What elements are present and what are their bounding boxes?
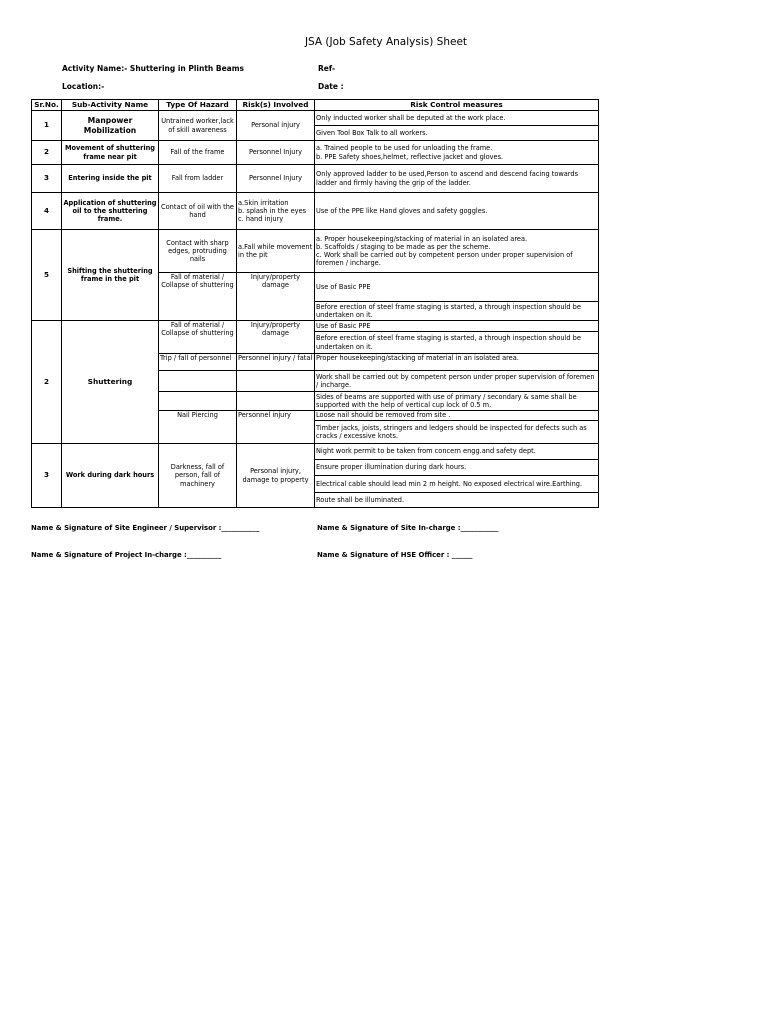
risk-empty <box>237 371 315 392</box>
risk: Injury/property damage <box>237 273 315 321</box>
control-measure: Electrical cable should lead min 2 m height. No exposed electrical wire.Earthing. <box>315 476 599 493</box>
control-line: b. PPE Safety shoes,helmet, reflective jacket and gloves. <box>316 152 504 161</box>
hazard: Nail Piercing <box>159 411 237 444</box>
column-header: Sr.No. <box>32 100 62 111</box>
sub-activity: Shifting the shuttering frame in the pit <box>62 230 159 321</box>
table-row <box>32 230 599 273</box>
sub-activity: Movement of shuttering frame near pit <box>62 141 159 165</box>
activity-name: Activity Name:- Shuttering in Plinth Beams <box>62 64 245 73</box>
risk-line: b. splash in the eyes <box>238 206 307 215</box>
risk: Personnel Injury <box>237 165 315 193</box>
risk: Personal injury <box>237 111 315 141</box>
column-header: Type Of Hazard <box>159 100 237 111</box>
control-measure: Loose nail should be removed from site . <box>315 411 599 421</box>
control-measure <box>315 141 599 165</box>
date-field: Date : <box>318 82 344 91</box>
control-measure: Proper housekeeping/stacking of material in an isolated area. <box>315 354 599 371</box>
sub-activity: Entering inside the pit <box>62 165 159 193</box>
hazard: Fall of material / Collapse of shuttering <box>159 273 237 321</box>
table-row <box>32 111 599 126</box>
hazard: Contact with sharp edges, protruding nails <box>159 230 237 273</box>
sub-activity: Manpower Mobilization <box>62 111 159 141</box>
hazard: Fall of the frame <box>159 141 237 165</box>
hazard-empty <box>159 371 237 392</box>
sr-no: 4 <box>32 193 62 230</box>
control-measure: Use of Basic PPE <box>315 273 599 302</box>
table-row <box>32 444 599 460</box>
hse-officer-signature: Name & Signature of HSE Officer : ______ <box>317 551 473 559</box>
table-header-row <box>32 100 599 111</box>
control-measure: Use of the PPE like Hand gloves and safety goggles. <box>315 193 599 230</box>
control-measure: Ensure proper illumination during dark hours. <box>315 460 599 476</box>
control-measure: Given Tool Box Talk to all workers. <box>315 126 599 141</box>
hazard: Trip / fall of personnel <box>159 354 237 371</box>
sr-no: 1 <box>32 111 62 141</box>
sub-activity: Shuttering <box>62 321 159 444</box>
control-measure: Before erection of steel frame staging is started, a through inspection should be undertaken on it. <box>315 302 599 321</box>
column-header: Risk Control measures <box>315 100 599 111</box>
hazard: Darkness, fall of person, fall of machinery <box>159 444 237 508</box>
hazard: Contact of oil with the hand <box>159 193 237 230</box>
risk-line: a.Skin irritation <box>238 198 289 207</box>
location-field: Location:- <box>62 82 105 91</box>
jsa-table <box>31 99 599 508</box>
table-row <box>32 141 599 165</box>
control-line: b. Scaffolds / staging to be made as per the scheme. <box>316 242 491 251</box>
risk-line: c. hand injury <box>238 215 284 224</box>
control-line: a. Proper housekeeping/stacking of material in an isolated area. <box>316 234 528 243</box>
control-measure: Timber jacks, joists, stringers and ledgers should be inspected for defects such as cracks / excessive knots. <box>315 421 599 444</box>
control-measure <box>315 230 599 273</box>
risk-empty <box>237 392 315 411</box>
site-incharge-signature: Name & Signature of Site In-charge :___________ <box>317 524 499 532</box>
control-measure: Sides of beams are supported with use of primary / secondary & same shall be supported with the help of vertical cup lock of 0.5 m. <box>315 392 599 411</box>
ref-field: Ref- <box>318 64 336 73</box>
table-row <box>32 193 599 230</box>
table-row <box>32 321 599 332</box>
hazard-empty <box>159 392 237 411</box>
control-line: a. Trained people to be used for unloading the frame. <box>316 144 493 153</box>
control-measure: Work shall be carried out by competent person under proper supervision of foremen / incharge. <box>315 371 599 392</box>
site-engineer-signature: Name & Signature of Site Engineer / Supervisor :___________ <box>31 524 260 532</box>
sub-activity: Application of shuttering oil to the shuttering frame. <box>62 193 159 230</box>
sr-no: 2 <box>32 321 62 444</box>
table-row <box>32 165 599 193</box>
hazard: Fall of material / Collapse of shuttering <box>159 321 237 354</box>
risk: Personnel injury <box>237 411 315 444</box>
sr-no: 3 <box>32 444 62 508</box>
sub-activity: Work during dark hours <box>62 444 159 508</box>
control-measure: Night work permit to be taken from concern engg.and safety dept. <box>315 444 599 460</box>
sr-no: 5 <box>32 230 62 321</box>
control-measure: Use of Basic PPE <box>315 321 599 332</box>
control-line: c. Work shall be carried out by competent person under proper supervision of foremen / incharge. <box>316 251 573 268</box>
risk: Injury/property damage <box>237 321 315 354</box>
risk: Personnel Injury <box>237 141 315 165</box>
hazard: Fall from ladder <box>159 165 237 193</box>
control-measure: Only approved ladder to be used,Person to ascend and descend facing towards ladder and firmly having the grip of the ladder. <box>315 165 599 193</box>
sr-no: 2 <box>32 141 62 165</box>
risk <box>237 193 315 230</box>
project-incharge-signature: Name & Signature of Project In-charge :__________ <box>31 551 222 559</box>
column-header: Sub-Activity Name <box>62 100 159 111</box>
risk: Personnel injury / fatal <box>237 354 315 371</box>
control-measure: Only inducted worker shall be deputed at the work place. <box>315 111 599 126</box>
page-title: JSA (Job Safety Analysis) Sheet <box>304 36 468 48</box>
control-measure: Route shall be illuminated. <box>315 493 599 508</box>
control-measure: Before erection of steel frame staging is started, a through inspection should be undertaken on it. <box>315 332 599 354</box>
hazard: Untrained worker,lack of skill awareness <box>159 111 237 141</box>
risk: Personal injury, damage to property <box>237 444 315 508</box>
column-header: Risk(s) Involved <box>237 100 315 111</box>
sr-no: 3 <box>32 165 62 193</box>
risk: a.Fall while movement in the pit <box>237 230 315 273</box>
